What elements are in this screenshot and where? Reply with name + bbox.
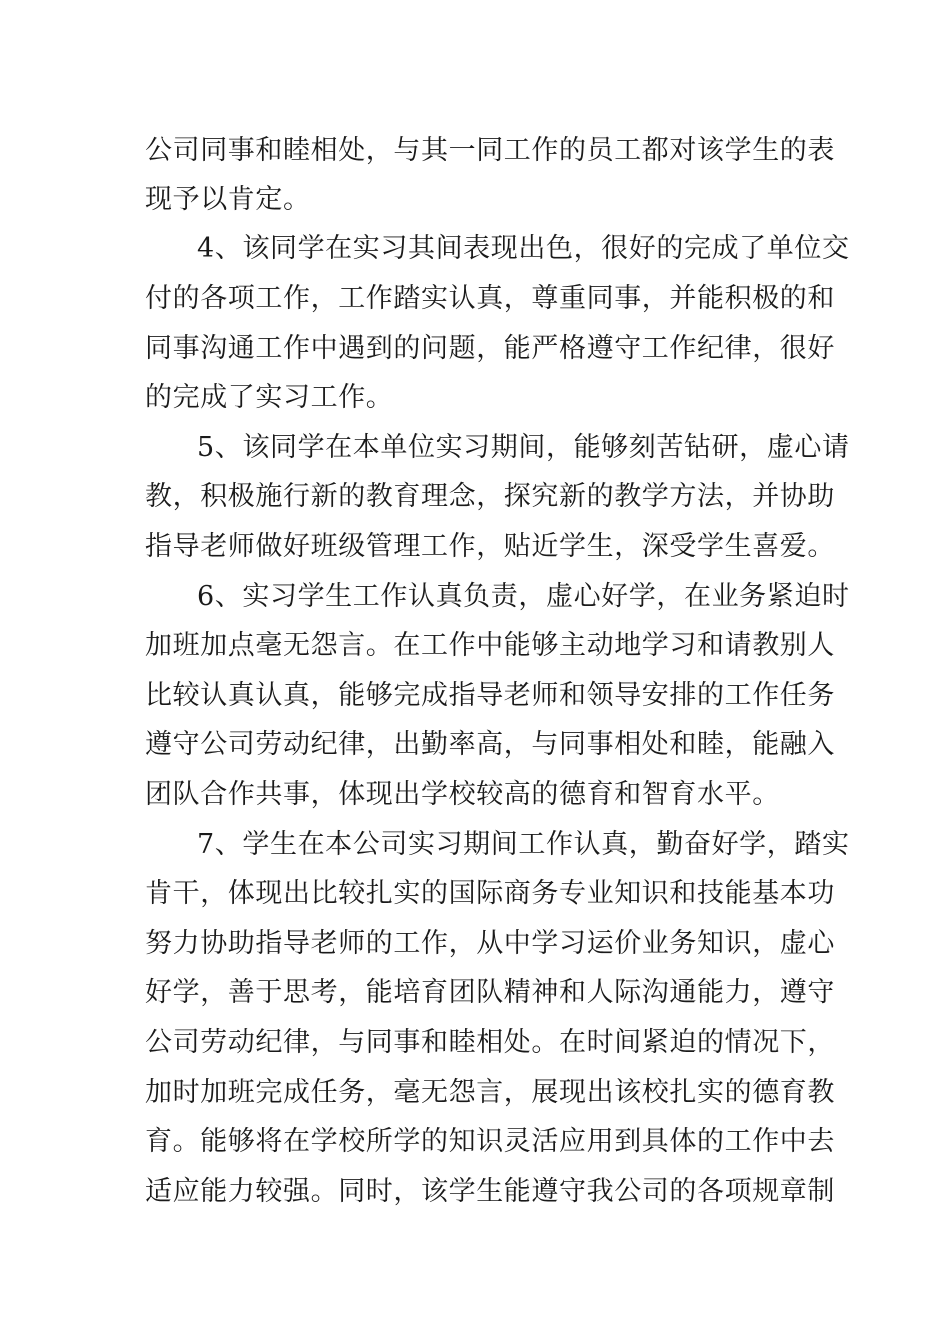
paragraph-5-first-line: 5、该同学在本单位实习期间，能够刻苦钻研，虚心请 xyxy=(197,432,850,463)
paragraph-4-first-line: 4、该同学在实习其间表现出色，很好的完成了单位交 xyxy=(197,233,850,264)
text-line: 的完成了实习工作。 xyxy=(145,382,394,413)
text-line: 教，积极施行新的教育理念，探究新的教学方法，并协助 xyxy=(145,481,835,512)
text-line: 好学，善于思考，能培育团队精神和人际沟通能力，遵守 xyxy=(145,977,835,1008)
text-line: 遵守公司劳动纪律，出勤率高，与同事相处和睦，能融入 xyxy=(145,729,835,760)
text-line: 加班加点毫无怨言。在工作中能够主动地学习和请教别人 xyxy=(145,630,835,661)
text-line: 比较认真认真，能够完成指导老师和领导安排的工作任务 xyxy=(145,680,835,711)
text-line: 努力协助指导老师的工作，从中学习运价业务知识，虚心 xyxy=(145,928,835,959)
text-line: 公司劳动纪律，与同事和睦相处。在时间紧迫的情况下， xyxy=(145,1027,835,1058)
text-line: 育。能够将在学校所学的知识灵活应用到具体的工作中去 xyxy=(145,1126,835,1157)
text-line: 公司同事和睦相处，与其一同工作的员工都对该学生的表 xyxy=(145,135,835,166)
paragraph-6-first-line: 6、实习学生工作认真负责，虚心好学，在业务紧迫时 xyxy=(197,581,850,612)
text-line: 加时加班完成任务，毫无怨言，展现出该校扎实的德育教 xyxy=(145,1077,835,1108)
text-line: 肯干，体现出比较扎实的国际商务专业知识和技能基本功 xyxy=(145,878,835,909)
text-line: 团队合作共事，体现出学校较高的德育和智育水平。 xyxy=(145,779,780,810)
paragraph-7-first-line: 7、学生在本公司实习期间工作认真，勤奋好学，踏实 xyxy=(197,829,850,860)
text-line: 指导老师做好班级管理工作，贴近学生，深受学生喜爱。 xyxy=(145,531,835,562)
text-line: 同事沟通工作中遇到的问题，能严格遵守工作纪律，很好 xyxy=(145,333,835,364)
text-line: 适应能力较强。同时，该学生能遵守我公司的各项规章制 xyxy=(145,1176,835,1207)
text-line: 付的各项工作，工作踏实认真，尊重同事，并能积极的和 xyxy=(145,283,835,314)
text-line: 现予以肯定。 xyxy=(145,184,311,215)
